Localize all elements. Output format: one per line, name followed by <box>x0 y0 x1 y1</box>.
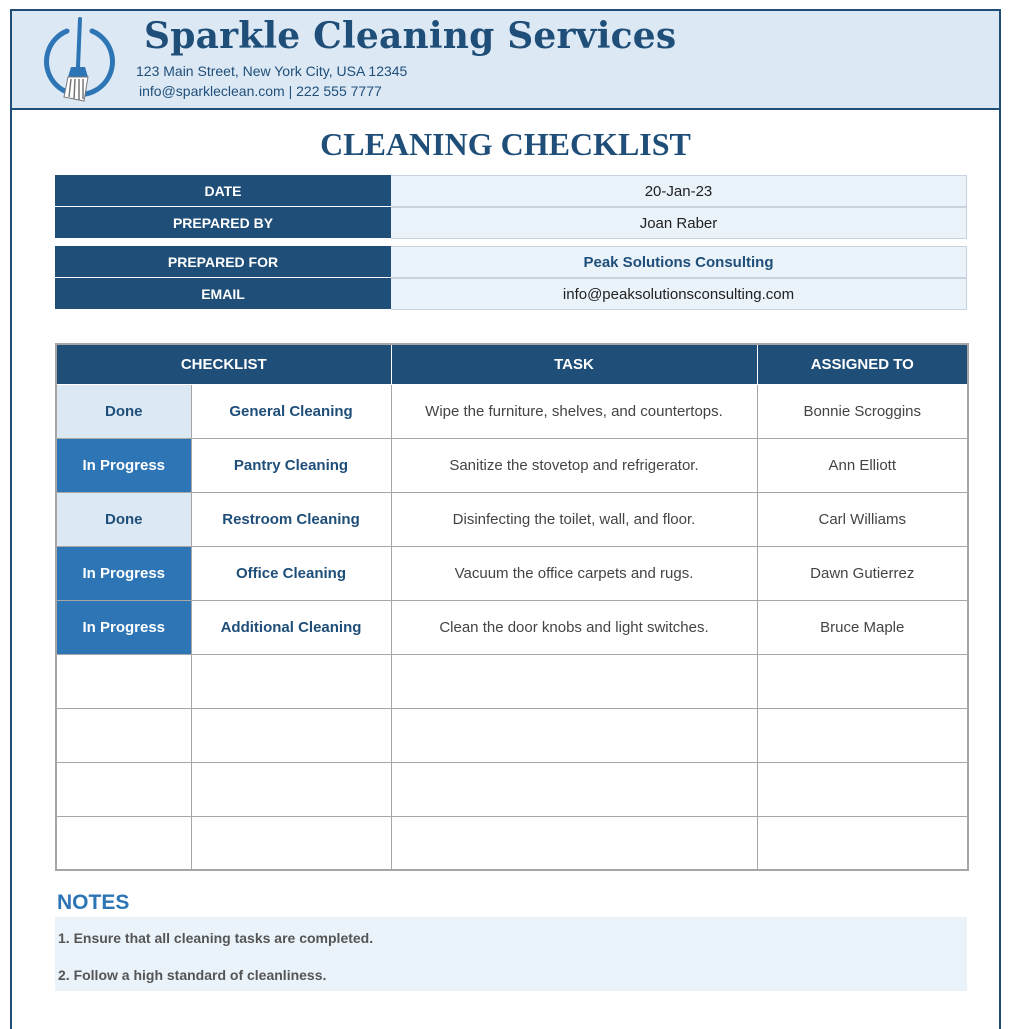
status-cell[interactable]: In Progress <box>56 600 191 654</box>
table-row <box>56 384 968 438</box>
category-cell: Restroom Cleaning <box>191 492 391 546</box>
assigned-cell: Bonnie Scroggins <box>757 384 968 438</box>
category-cell: Pantry Cleaning <box>191 438 391 492</box>
table-row <box>56 600 968 654</box>
task-cell <box>391 654 757 708</box>
date-row <box>55 175 967 207</box>
checklist-body <box>56 384 968 870</box>
email-value[interactable]: info@peaksolutionsconsulting.com <box>391 278 967 310</box>
status-cell[interactable] <box>56 816 191 870</box>
task-cell <box>391 816 757 870</box>
notes-box <box>55 917 967 991</box>
table-row <box>56 492 968 546</box>
email-row <box>55 278 967 310</box>
category-cell <box>191 762 391 816</box>
task-cell: Clean the door knobs and light switches. <box>391 600 757 654</box>
category-cell <box>191 708 391 762</box>
table-row <box>56 816 968 870</box>
task-cell <box>391 708 757 762</box>
date-value[interactable]: 20-Jan-23 <box>391 175 967 207</box>
assigned-cell: Carl Williams <box>757 492 968 546</box>
email-label: EMAIL <box>55 278 391 310</box>
notes-title: NOTES <box>57 891 130 914</box>
document-page <box>10 9 1001 1029</box>
checklist-header-row <box>56 344 968 384</box>
prepared-by-row <box>55 207 967 239</box>
prepared-for-row <box>55 246 967 278</box>
status-cell[interactable]: Done <box>56 384 191 438</box>
category-cell <box>191 654 391 708</box>
broom-icon <box>40 15 116 103</box>
assigned-cell <box>757 654 968 708</box>
task-header: TASK <box>391 344 757 384</box>
assigned-cell <box>757 708 968 762</box>
category-cell <box>191 816 391 870</box>
status-cell[interactable] <box>56 708 191 762</box>
document-title: CLEANING CHECKLIST <box>320 126 691 162</box>
table-row <box>56 438 968 492</box>
task-cell: Wipe the furniture, shelves, and countertops. <box>391 384 757 438</box>
status-cell[interactable]: In Progress <box>56 438 191 492</box>
category-cell: Additional Cleaning <box>191 600 391 654</box>
company-name: Sparkle Cleaning Services <box>144 15 677 57</box>
status-cell[interactable]: In Progress <box>56 546 191 600</box>
table-row <box>56 654 968 708</box>
category-cell: General Cleaning <box>191 384 391 438</box>
status-cell[interactable] <box>56 654 191 708</box>
date-label: DATE <box>55 175 391 207</box>
table-row <box>56 762 968 816</box>
assigned-cell <box>757 762 968 816</box>
status-cell[interactable] <box>56 762 191 816</box>
checklist-header: CHECKLIST <box>56 344 391 384</box>
assigned-cell: Bruce Maple <box>757 600 968 654</box>
assigned-cell: Ann Elliott <box>757 438 968 492</box>
note-item: 2. Follow a high standard of cleanliness. <box>58 967 327 983</box>
prepared-by-label: PREPARED BY <box>55 207 391 239</box>
assigned-cell: Dawn Gutierrez <box>757 546 968 600</box>
prepared-for-value[interactable]: Peak Solutions Consulting <box>391 246 967 278</box>
task-cell: Disinfecting the toilet, wall, and floor. <box>391 492 757 546</box>
checklist-table <box>55 343 969 871</box>
task-cell <box>391 762 757 816</box>
date-prepared-block <box>55 175 967 239</box>
prepared-for-label: PREPARED FOR <box>55 246 391 278</box>
company-header <box>12 11 999 110</box>
assigned-header: ASSIGNED TO <box>757 344 968 384</box>
task-cell: Vacuum the office carpets and rugs. <box>391 546 757 600</box>
assigned-cell <box>757 816 968 870</box>
prepared-by-value[interactable]: Joan Raber <box>391 207 967 239</box>
client-block <box>55 246 967 310</box>
company-address: 123 Main Street, New York City, USA 12345 <box>136 63 408 79</box>
company-contact: info@sparkleclean.com | 222 555 7777 <box>139 83 382 99</box>
category-cell: Office Cleaning <box>191 546 391 600</box>
table-row <box>56 708 968 762</box>
status-cell[interactable]: Done <box>56 492 191 546</box>
task-cell: Sanitize the stovetop and refrigerator. <box>391 438 757 492</box>
table-row <box>56 546 968 600</box>
note-item: 1. Ensure that all cleaning tasks are completed. <box>58 930 374 946</box>
